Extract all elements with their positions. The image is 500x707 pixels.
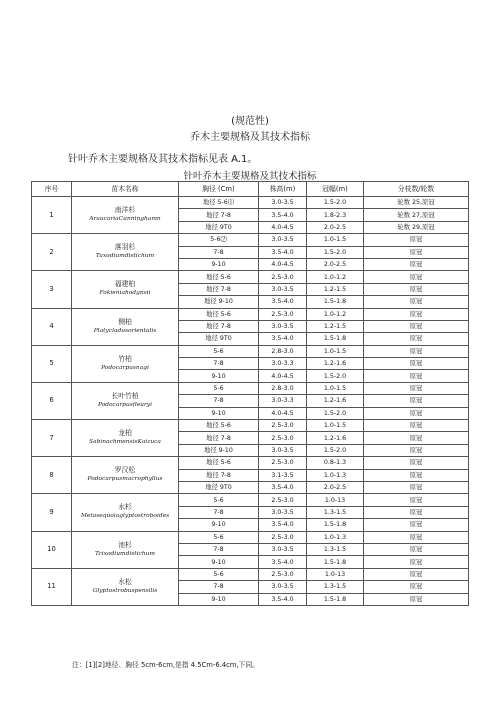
height-cell: 4.0-4.5 [259, 221, 307, 233]
seq-cell: 7 [32, 420, 72, 457]
seq-cell: 3 [32, 271, 72, 308]
diameter-cell: 地径 7-8 [179, 432, 259, 444]
height-cell: 3.0-3.5 [259, 444, 307, 456]
height-cell: 2.5-3.0 [259, 457, 307, 469]
height-cell: 3.0-3.5 [259, 283, 307, 295]
crown-cell: 1.8-2.3 [307, 209, 364, 221]
species-name-cell [72, 271, 179, 308]
species-chinese-name: 池杉 [118, 540, 132, 549]
species-latin-name: Podocarpusfleuryi [97, 401, 153, 408]
height-cell: 2.5-3.0 [259, 494, 307, 506]
crown-cell: 1.3-1.5 [307, 581, 364, 593]
height-cell: 2.5-3.0 [259, 432, 307, 444]
branches-cell: 原冠 [364, 246, 469, 258]
height-cell: 3.5-4.0 [259, 519, 307, 531]
diameter-cell: 地径 9-10 [179, 444, 259, 456]
diameter-cell: 地径 5-6⑴ [179, 197, 259, 209]
height-cell: 3.5-4.0 [259, 296, 307, 308]
crown-cell: 1.0-1.2 [307, 271, 364, 283]
height-cell: 3.5-4.0 [259, 209, 307, 221]
branches-cell: 原冠 [364, 271, 469, 283]
species-latin-name: Taxodiumdistichum [95, 253, 155, 260]
intro-paragraph: 针叶乔木主要规格及其技术指标见表 A.1。 [68, 154, 258, 165]
crown-cell: 1.2-1.5 [307, 320, 364, 332]
species-chinese-name: 龙柏 [118, 429, 132, 438]
branches-cell: 原冠 [364, 258, 469, 270]
species-latin-name: Metasequoiaglyptostroboides [80, 513, 170, 520]
diameter-cell: 7-8 [179, 358, 259, 370]
crown-cell: 1.5-2.0 [307, 407, 364, 419]
table-row [32, 568, 469, 580]
species-latin-name: Fokieniahodgnsii [99, 290, 151, 297]
branches-cell: 原冠 [364, 358, 469, 370]
crown-cell: 1.5-1.8 [307, 556, 364, 568]
crown-cell: 1.2-1.6 [307, 432, 364, 444]
table-row [32, 197, 469, 209]
crown-cell: 1.0-1.5 [307, 345, 364, 357]
branches-cell: 原冠 [364, 481, 469, 493]
branches-cell: 原冠 [364, 234, 469, 246]
branches-cell: 轮数 29,原冠 [364, 221, 469, 233]
diameter-cell: 7-8 [179, 506, 259, 518]
height-cell: 4.0-4.5 [259, 407, 307, 419]
species-chinese-name: 南洋杉 [114, 206, 136, 215]
species-name-cell [72, 457, 179, 494]
diameter-cell: 7-8 [179, 581, 259, 593]
diameter-cell: 7-8 [179, 395, 259, 407]
seq-cell: 1 [32, 197, 72, 234]
diameter-cell: 地径 5-6 [179, 420, 259, 432]
crown-cell: 1.0-1.3 [307, 531, 364, 543]
crown-cell: 1.3-1.5 [307, 506, 364, 518]
height-cell: 4.0-4.5 [259, 258, 307, 270]
diameter-cell: 5-6 [179, 345, 259, 357]
crown-cell: 1.0-1.5 [307, 234, 364, 246]
diameter-cell: 9-10 [179, 258, 259, 270]
table-row [32, 345, 469, 357]
table-row [32, 531, 469, 543]
height-cell: 3.5-4.0 [259, 481, 307, 493]
seq-cell: 5 [32, 345, 72, 382]
diameter-cell: 地径 7-8 [179, 209, 259, 221]
species-name-cell [72, 420, 179, 457]
diameter-cell: 地径 9T0 [179, 221, 259, 233]
height-cell: 2.8-3.0 [259, 345, 307, 357]
header-crown: 冠幅(m) [307, 182, 364, 197]
species-name-cell [72, 345, 179, 382]
crown-cell: 1.2-1.6 [307, 395, 364, 407]
height-cell: 4.0-4.5 [259, 370, 307, 382]
branches-cell: 原冠 [364, 382, 469, 394]
table-row [32, 271, 469, 283]
table-row [32, 420, 469, 432]
branches-cell: 原冠 [364, 420, 469, 432]
branches-cell: 原冠 [364, 407, 469, 419]
appendix-label: (规范性) [231, 116, 269, 127]
table-row [32, 457, 469, 469]
height-cell: 2.5-3.0 [259, 531, 307, 543]
species-latin-name: Podocarpusmacrophyllus [87, 476, 163, 483]
species-name-cell [72, 382, 179, 419]
height-cell: 3.5-4.0 [259, 593, 307, 605]
diameter-cell: 7-8 [179, 543, 259, 555]
branches-cell: 原冠 [364, 519, 469, 531]
crown-cell: 1.5-1.8 [307, 296, 364, 308]
height-cell: 2.8-3.0 [259, 382, 307, 394]
height-cell: 3.5-4.0 [259, 556, 307, 568]
seq-cell: 8 [32, 457, 72, 494]
crown-cell: 1.5-1.8 [307, 519, 364, 531]
header-branches: 分枝数/轮数 [364, 182, 469, 197]
species-name-cell [72, 494, 179, 531]
branches-cell: 原冠 [364, 320, 469, 332]
species-name-cell [72, 197, 179, 234]
table-row [32, 234, 469, 246]
branches-cell: 原冠 [364, 531, 469, 543]
seq-cell: 11 [32, 568, 72, 605]
branches-cell: 原冠 [364, 568, 469, 580]
diameter-cell: 5-6⑵ [179, 234, 259, 246]
height-cell: 3.0-3.5 [259, 320, 307, 332]
species-chinese-name: 侧柏 [118, 317, 132, 326]
species-name-cell [72, 308, 179, 345]
diameter-cell: 9-10 [179, 370, 259, 382]
species-latin-name: Platycladusorientalis [93, 327, 157, 334]
species-latin-name: AraucariaCunninghamn [89, 216, 161, 223]
species-chinese-name: 水松 [118, 577, 132, 586]
diameter-cell: 地径 5-6 [179, 271, 259, 283]
height-cell: 2.5-3.0 [259, 308, 307, 320]
crown-cell: 1.2-1.6 [307, 358, 364, 370]
crown-cell: 1.5-2.0 [307, 370, 364, 382]
branches-cell: 原冠 [364, 308, 469, 320]
branches-cell: 原冠 [364, 283, 469, 295]
branches-cell: 原冠 [364, 506, 469, 518]
height-cell: 3.0-3.5 [259, 506, 307, 518]
height-cell: 3.5-4.0 [259, 333, 307, 345]
branches-cell: 原冠 [364, 469, 469, 481]
branches-cell: 原冠 [364, 494, 469, 506]
diameter-cell: 地径 7-8 [179, 469, 259, 481]
diameter-cell: 5-6 [179, 568, 259, 580]
species-latin-name: Tcixodiumdistichum [95, 550, 155, 557]
species-latin-name: Podocarpusnagi [101, 364, 149, 371]
diameter-cell: 9-10 [179, 407, 259, 419]
height-cell: 3.0-3.5 [259, 581, 307, 593]
branches-cell: 原冠 [364, 444, 469, 456]
species-chinese-name: 竹柏 [118, 354, 132, 363]
spec-table [31, 181, 469, 606]
crown-cell: 1.5-2.0 [307, 197, 364, 209]
height-cell: 3.0-3.5 [259, 234, 307, 246]
crown-cell: 1.2-1.5 [307, 283, 364, 295]
diameter-cell: 地径 9-10 [179, 296, 259, 308]
branches-cell: 原冠 [364, 432, 469, 444]
crown-cell: 1.5-1.8 [307, 333, 364, 345]
height-cell: 3.0-3.5 [259, 197, 307, 209]
crown-cell: 1.0-1.5 [307, 420, 364, 432]
crown-cell: 1.0-1.3 [307, 469, 364, 481]
table-note: 注：[1][2]地径、胸径 5cm-6cm,是指 4.5Cm-6.4cm,下同。 [72, 661, 260, 669]
seq-cell: 4 [32, 308, 72, 345]
diameter-cell: 地径 9T0 [179, 481, 259, 493]
species-name-cell [72, 568, 179, 605]
height-cell: 3.0-3.3 [259, 358, 307, 370]
height-cell: 3.1-3.5 [259, 469, 307, 481]
branches-cell: 原冠 [364, 581, 469, 593]
table-row [32, 308, 469, 320]
branches-cell: 原冠 [364, 543, 469, 555]
crown-cell: 1.3-1.5 [307, 543, 364, 555]
branches-cell: 原冠 [364, 457, 469, 469]
diameter-cell: 9-10 [179, 593, 259, 605]
branches-cell: 原冠 [364, 345, 469, 357]
seq-cell: 9 [32, 494, 72, 531]
species-chinese-name: 长叶竹柏 [111, 391, 139, 400]
table-header-row [32, 182, 469, 197]
crown-cell: 2.0-2.5 [307, 258, 364, 270]
branches-cell: 原冠 [364, 395, 469, 407]
height-cell: 2.5-3.0 [259, 420, 307, 432]
diameter-cell: 地径 9T0 [179, 333, 259, 345]
branches-cell: 原冠 [364, 593, 469, 605]
height-cell: 3.0-3.3 [259, 395, 307, 407]
height-cell: 2.5-3.0 [259, 568, 307, 580]
diameter-cell: 9-10 [179, 556, 259, 568]
table-row [32, 494, 469, 506]
species-chinese-name: 罗汉松 [114, 466, 136, 475]
crown-cell: 1.0-1.2 [307, 308, 364, 320]
species-chinese-name: 水杉 [118, 503, 132, 512]
diameter-cell: 5-6 [179, 494, 259, 506]
diameter-cell: 9-10 [179, 519, 259, 531]
height-cell: 3.0-3.5 [259, 543, 307, 555]
header-seq: 序号 [32, 182, 72, 197]
header-height: 株高(m) [259, 182, 307, 197]
species-latin-name: Glyptostrobuspensilis [92, 587, 158, 594]
table-body [32, 197, 469, 606]
header-name: 苗木名称 [72, 182, 179, 197]
table-row [32, 382, 469, 394]
branches-cell: 原冠 [364, 296, 469, 308]
diameter-cell: 5-6 [179, 382, 259, 394]
crown-cell: 1.5-2.0 [307, 444, 364, 456]
diameter-cell: 7-8 [179, 246, 259, 258]
appendix-title: 乔木主要规格及其技术指标 [190, 132, 310, 143]
diameter-cell: 地径 7-8 [179, 320, 259, 332]
table-title: 针叶乔木主要规格及其技术指标 [183, 171, 317, 182]
branches-cell: 原冠 [364, 333, 469, 345]
seq-cell: 6 [32, 382, 72, 419]
crown-cell: 1.0-13 [307, 494, 364, 506]
branches-cell: 轮数 27,原冠 [364, 209, 469, 221]
seq-cell: 10 [32, 531, 72, 568]
crown-cell: 1.0-1.5 [307, 382, 364, 394]
crown-cell: 1.5-1.8 [307, 593, 364, 605]
species-name-cell [72, 531, 179, 568]
branches-cell: 原冠 [364, 556, 469, 568]
diameter-cell: 地径 7-8 [179, 283, 259, 295]
branches-cell: 原冠 [364, 370, 469, 382]
species-chinese-name: 落羽杉 [114, 243, 136, 252]
species-chinese-name: 福建柏 [114, 280, 136, 289]
species-name-cell [72, 234, 179, 271]
branches-cell: 轮数 25,原冠 [364, 197, 469, 209]
crown-cell: 2.0-2.5 [307, 221, 364, 233]
crown-cell: 1.5-2.0 [307, 246, 364, 258]
crown-cell: 1.0-13 [307, 568, 364, 580]
diameter-cell: 地径 5-6 [179, 457, 259, 469]
height-cell: 3.5-4.0 [259, 246, 307, 258]
diameter-cell: 5-6 [179, 531, 259, 543]
crown-cell: 0.8-1.3 [307, 457, 364, 469]
seq-cell: 2 [32, 234, 72, 271]
crown-cell: 2.0-2.5 [307, 481, 364, 493]
diameter-cell: 地径 5-6 [179, 308, 259, 320]
header-diameter: 胸径 (Cm) [179, 182, 259, 197]
species-latin-name: SabinachmensisKaizuca [89, 439, 161, 446]
height-cell: 2.5-3.0 [259, 271, 307, 283]
